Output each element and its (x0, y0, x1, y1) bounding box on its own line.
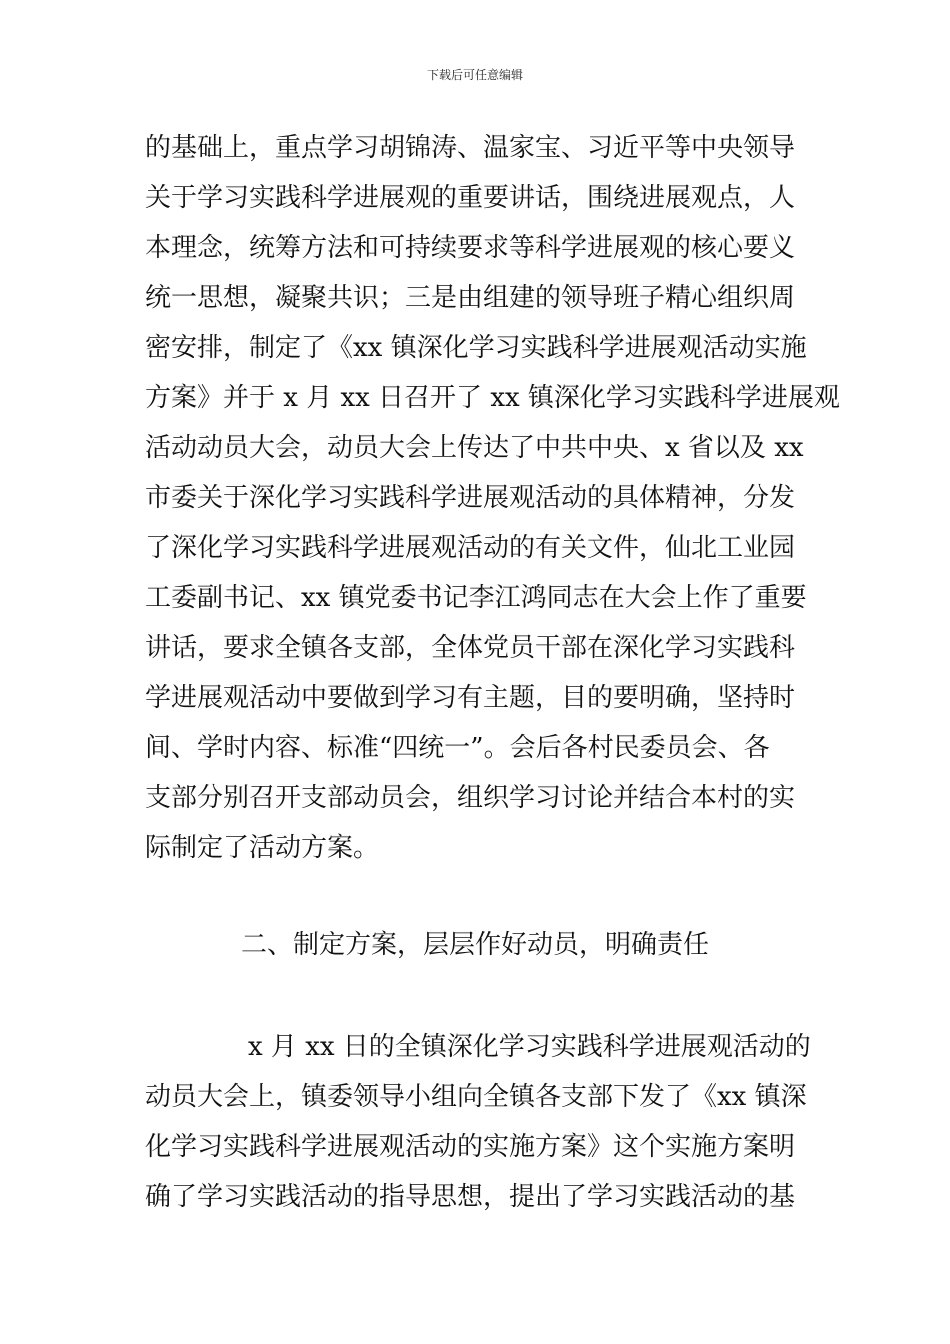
text-line: 支部分别召开支部动员会，组织学习讨论并结合本村的实 (145, 783, 796, 813)
text-line: 学进展观活动中要做到学习有主题，目的要明确，坚持时 (145, 683, 796, 713)
text-line: 了深化学习实践科学进展观活动的有关文件，仙北工业园 (145, 533, 796, 563)
text-line: 化学习实践科学进展观活动的实施方案》这个实施方案明 (145, 1132, 796, 1162)
text-line: 市委关于深化学习实践科学进展观活动的具体精神，分发 (145, 483, 796, 513)
text-line: 际制定了活动方案。 (145, 833, 380, 863)
text-line: x 月 xx 日的全镇深化学习实践科学进展观活动的 (248, 1032, 811, 1062)
text-line: 间、学时内容、标准“四统一”。会后各村民委员会、各 (145, 733, 770, 763)
text-line: 统一思想，凝聚共识；三是由组建的领导班子精心组织周 (145, 283, 796, 313)
text-line: 的基础上，重点学习胡锦涛、温家宝、习近平等中央领导 (145, 133, 796, 163)
text-line: 工委副书记、xx 镇党委书记李江鸿同志在大会上作了重要 (145, 583, 807, 613)
text-line: 关于学习实践科学进展观的重要讲话，围绕进展观点，人 (145, 183, 796, 213)
text-line: 方案》并于 x 月 xx 日召开了 xx 镇深化学习实践科学进展观 (145, 383, 840, 413)
text-line: 确了学习实践活动的指导思想，提出了学习实践活动的基 (145, 1182, 796, 1212)
download-note: 下载后可任意编辑 (426, 68, 523, 82)
text-line: 讲话，要求全镇各支部，全体党员干部在深化学习实践科 (145, 633, 796, 663)
text-line: 动员大会上，镇委领导小组向全镇各支部下发了《xx 镇深 (145, 1082, 807, 1112)
section-heading: 二、制定方案，层层作好动员，明确责任 (240, 930, 709, 960)
text-line: 活动动员大会，动员大会上传达了中共中央、x 省以及 xx (145, 433, 804, 463)
text-line: 本理念，统筹方法和可持续要求等科学进展观的核心要义 (145, 233, 796, 263)
text-line: 密安排，制定了《xx 镇深化学习实践科学进展观活动实施 (145, 333, 807, 363)
